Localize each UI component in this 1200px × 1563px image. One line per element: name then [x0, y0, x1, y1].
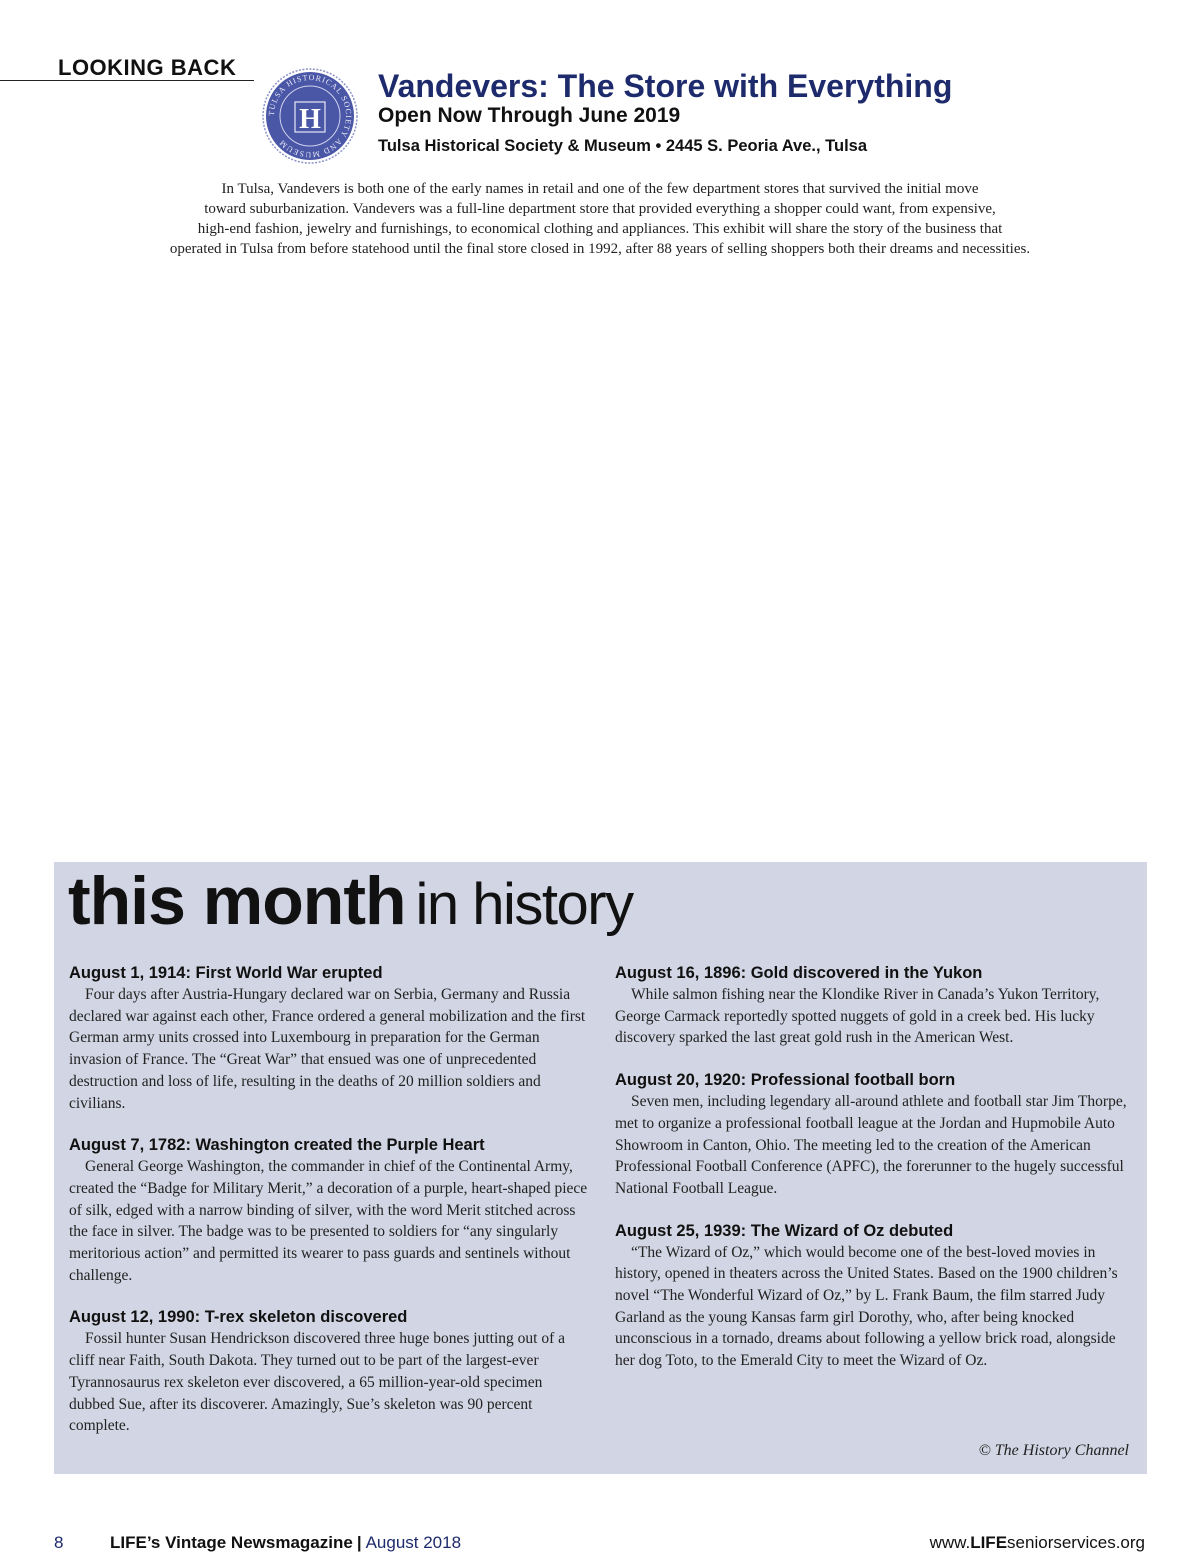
- history-title-light: in history: [415, 872, 633, 937]
- entry-body: General George Washington, the commander in chief of the Continental Army, created the “Badge for Military Merit,” a decoration of a purple, heart-shaped piece of silk, edged with a narrow binding of silver, with the word Merit stitched across the face in silver. The badge was to be presented to soldiers for “any singularly meritorious action” and permitted its wearer to pass guards and sentinels without challenge.: [69, 1158, 588, 1284]
- history-title: [68, 862, 633, 940]
- section-rule: [0, 80, 254, 81]
- entry-heading: August 12, 1990: T-rex skeleton discovered: [69, 1308, 408, 1327]
- website-prefix: www.: [929, 1533, 971, 1552]
- feature-title: Vandevers: The Store with Everything: [378, 68, 953, 104]
- magazine-name: LIFE’s Vintage Newsmagazine: [110, 1533, 353, 1552]
- history-credit: © The History Channel: [978, 1442, 1129, 1459]
- historical-society-logo: [262, 68, 358, 164]
- magazine-title: [110, 1533, 461, 1553]
- history-entry: [615, 1220, 1135, 1372]
- logo-ring-text: TULSA HISTORICAL SOCIETY AND MUSEUM: [266, 72, 354, 160]
- intro-line: high-end fashion, jewelry and furnishings, to economical clothing and appliances. This exhibit will share the story of the business that: [197, 221, 1003, 237]
- entry-heading: August 1, 1914: First World War erupted: [69, 964, 383, 982]
- feature-venue: Tulsa Historical Society & Museum • 2445 S. Peoria Ave., Tulsa: [378, 137, 868, 155]
- entry-body: Four days after Austria-Hungary declared war on Serbia, Germany and Russia declared war against each other, France ordered a general mobilization and the first German army units crossed into Luxembourg in preparation for the German invasion of France. The “Great War” that ensued was one of unprecedented destruction and loss of life, resulting in the deaths of 20 million soldiers and civilians.: [69, 986, 586, 1112]
- website-link[interactable]: [930, 1533, 1145, 1553]
- intro-line: toward suburbanization. Vandevers was a full-line department store that provided everything a shopper could want, from expensive,: [204, 201, 996, 217]
- feature-intro: [90, 179, 1110, 259]
- feature-subtitle: Open Now Through June 2019: [378, 104, 681, 127]
- logo-mark: H: [299, 104, 321, 135]
- history-title-bold: this month: [68, 863, 406, 939]
- page-number: 8: [54, 1533, 64, 1552]
- website-suffix: seniorservices.org: [1007, 1533, 1145, 1552]
- entry-heading: August 25, 1939: The Wizard of Oz debuted: [615, 1221, 954, 1240]
- history-entry: [615, 962, 1135, 1049]
- section-label: LOOKING BACK: [58, 55, 237, 80]
- history-entry: [615, 1069, 1135, 1200]
- intro-line: In Tulsa, Vandevers is both one of the early names in retail and one of the few department stores that survived the initial move: [221, 181, 979, 197]
- this-month-in-history-panel: [54, 862, 1147, 1474]
- history-column-left: [69, 962, 589, 1457]
- entry-heading: August 20, 1920: Professional football born: [615, 1071, 956, 1090]
- issue-date: August 2018: [365, 1533, 462, 1552]
- entry-body: Fossil hunter Susan Hendrickson discovered three huge bones jutting out of a cliff near Faith, South Dakota. They turned out to be part of the largest-ever Tyrannosaurus rex skeleton ever discovered, a 65 million-year-old specimen dubbed Sue, after its discoverer. Amazingly, Sue’s skeleton was 90 percent complete.: [69, 1330, 565, 1435]
- entry-body: Seven men, including legendary all-around athlete and football star Jim Thorpe, met to organize a professional football league at the Jordan and Hupmobile Auto Showroom in Canton, Ohio. The meeting led to the creation of the American Professional Football Conference (APFC), the forerunner to the hugely successful National Football League.: [615, 1093, 1127, 1197]
- history-column-right: [615, 962, 1135, 1392]
- entry-body: While salmon fishing near the Klondike River in Canada’s Yukon Territory, George Carmack reportedly spotted nuggets of gold in a creek bed. His lucky discovery sparked the last great gold rush in the American West.: [615, 986, 1100, 1047]
- entry-heading: August 7, 1782: Washington created the Purple Heart: [69, 1136, 485, 1155]
- history-entry: [69, 1306, 589, 1437]
- entry-body: “The Wizard of Oz,” which would become one of the best-loved movies in history, opened in theaters across the United States. Based on the 1900 children’s novel “The Wonderful Wizard of Oz,” by L. Frank Baum, the film starred Judy Garland as the young Kansas farm girl Dorothy, who, after being knocked unconscious in a tornado, dreams about following a yellow brick road, alongside her dog Toto, to the Emerald City to meet the Wizard of Oz.: [615, 1243, 1118, 1370]
- website-strong: LIFE: [970, 1533, 1008, 1552]
- footer-separator: |: [356, 1533, 362, 1552]
- history-entry: [69, 1134, 589, 1286]
- intro-line: operated in Tulsa from before statehood until the final store closed in 1992, after 88 years of selling shoppers both their dreams and necessities.: [169, 241, 1031, 257]
- entry-heading: August 16, 1896: Gold discovered in the Yukon: [615, 964, 983, 982]
- history-entry: [69, 962, 589, 1114]
